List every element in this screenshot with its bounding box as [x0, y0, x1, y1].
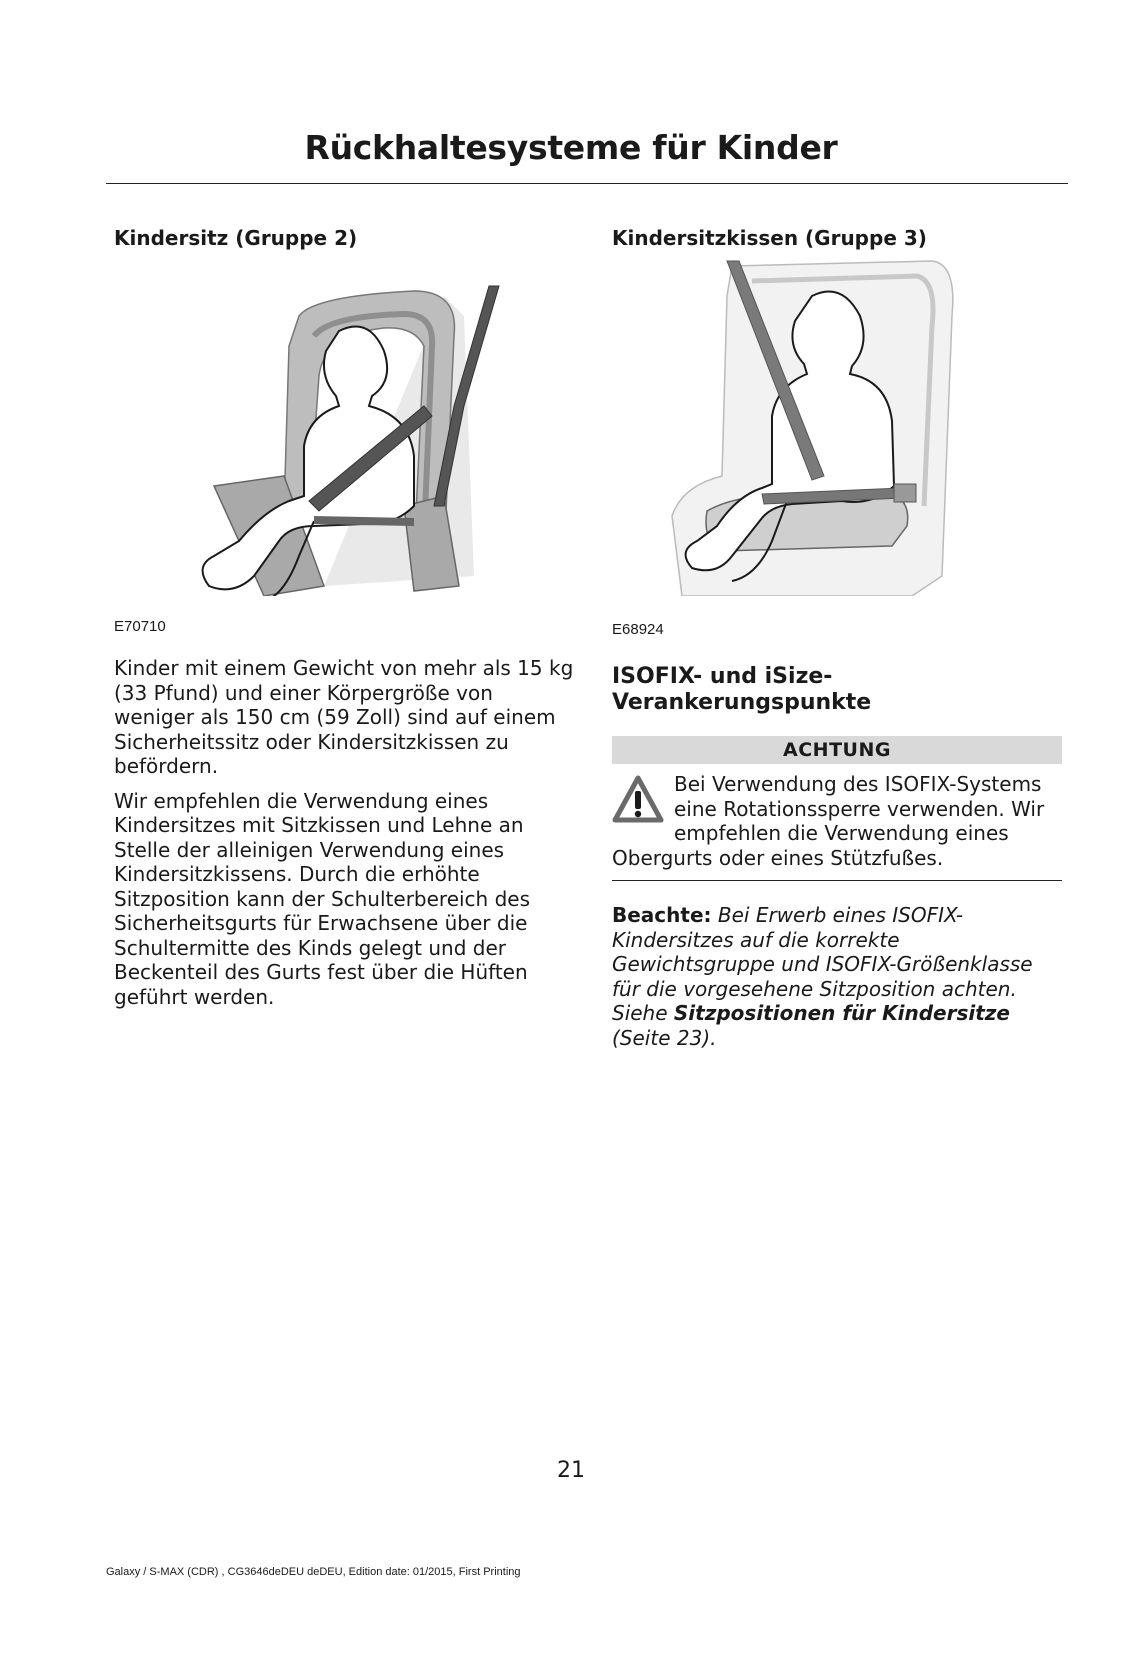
cross-reference-link[interactable]: Sitzpositionen für Kindersitze: [673, 1001, 1010, 1025]
figure-booster-cushion: [612, 256, 1062, 638]
booster-seat-illustration: [114, 256, 564, 596]
warning-box: [612, 764, 1062, 881]
note-text: Bei Erwerb eines ISOFIX-Kindersitzes auf die korrekte Gewichtsgruppe und ISOFIX-Größenklasse für die vorgesehene Sitzposition achten. Siehe: [612, 903, 1033, 1025]
booster-cushion-illustration: [612, 256, 1062, 596]
figure-heading-group-3: Kindersitzkissen (Gruppe 3): [612, 226, 927, 250]
warning-label: ACHTUNG: [612, 736, 1062, 764]
title-divider: [106, 183, 1068, 184]
figure-id: E68924: [612, 621, 664, 638]
page-title: Rückhaltesysteme für Kinder: [304, 128, 838, 167]
figure-id: E70710: [114, 618, 166, 635]
warning-triangle-icon: [612, 774, 664, 826]
figure-heading-group-2: Kindersitz (Gruppe 2): [114, 226, 358, 250]
paragraph-child-weight: Kinder mit einem Gewicht von mehr als 15 kg (33 Pfund) und einer Körpergröße von weniger als 150 cm (59 Zoll) sind auf einem Sicherheitssitz oder Kindersitzkissen zu befördern.: [114, 656, 574, 778]
footer: Galaxy / S-MAX (CDR) , CG3646deDEU deDEU, Edition date: 01/2015, First Printing: [106, 1566, 521, 1578]
warning-divider: [612, 880, 1062, 881]
note-page-ref: (Seite 23).: [612, 1025, 717, 1050]
right-column: [612, 226, 1062, 1050]
page-number: 21: [557, 1458, 585, 1483]
figure-booster-seat-with-back: [114, 256, 564, 635]
note-label: Beachte:: [612, 903, 712, 927]
left-column: [114, 226, 574, 1019]
section-heading: ISOFIX- und iSize- Verankerungspunkte: [612, 664, 872, 715]
paragraph-recommendation: Wir empfehlen die Verwendung eines Kindersitzes mit Sitzkissen und Lehne an Stelle der alleinigen Verwendung eines Kindersitzkissens. Durch die erhöhte Sitzposition kann der Schulterbereich des Sicherheitsgurts für Erwachsene über die Schultermitte des Kinds gelegt und der Beckenteil des Gurts fest über die Hüften geführt werden.: [114, 788, 531, 1009]
note: [612, 903, 1062, 1050]
warning-text: Bei Verwendung des ISOFIX-Systems eine Rotationssperre verwenden. Wir empfehlen die Verwendung eines Obergurts oder eines Stützfußes.: [612, 772, 1045, 870]
